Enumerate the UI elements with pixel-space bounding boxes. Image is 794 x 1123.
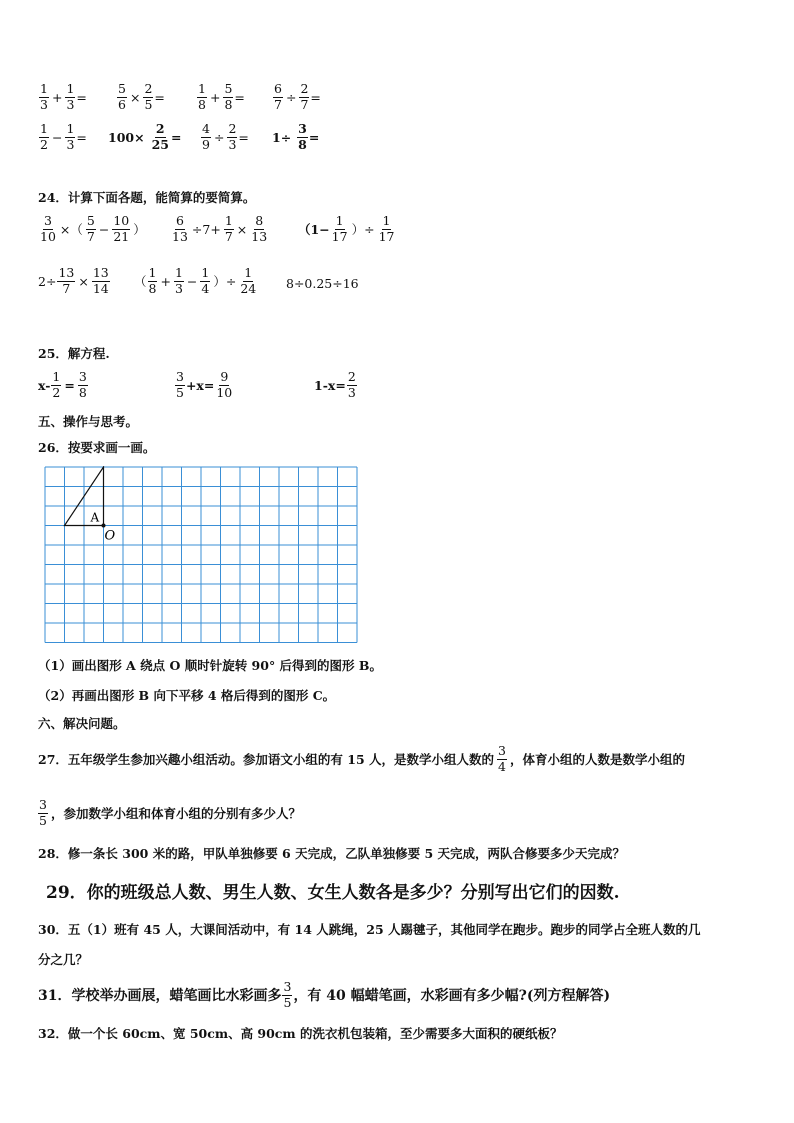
fraction: [250, 214, 268, 244]
equals: =: [76, 89, 87, 105]
fraction: [273, 82, 283, 112]
operator: ）: [133, 222, 146, 237]
denominator: 8: [198, 96, 206, 112]
prefix: 2÷: [38, 273, 57, 289]
label-o: O: [104, 528, 116, 544]
numerator: 3: [283, 979, 292, 994]
denominator: 2: [40, 136, 48, 152]
numerator: 3: [43, 213, 52, 228]
denominator: 17: [331, 228, 348, 244]
prefix: x-: [38, 377, 51, 393]
denominator: 24: [240, 280, 257, 296]
operator: +: [51, 89, 63, 105]
denominator: 5: [176, 384, 184, 400]
fraction: [224, 214, 234, 244]
q25-title: 25．解方程.: [38, 346, 110, 361]
fraction: [57, 266, 75, 296]
operator: −: [186, 273, 198, 289]
numerator: 1: [66, 121, 75, 136]
fraction: [197, 82, 207, 112]
prefix: （1−: [298, 222, 330, 237]
expr-2-3: [200, 122, 249, 152]
denominator: 8: [148, 280, 157, 296]
numerator: 5: [118, 81, 126, 96]
fraction: [78, 370, 88, 400]
operator: +: [209, 89, 221, 105]
denominator: 4: [498, 758, 506, 774]
denominator: 14: [92, 280, 109, 296]
q25-eq-2: [174, 370, 234, 400]
q24-expr-5: [134, 266, 258, 296]
numerator: 4: [202, 121, 210, 136]
numerator: 2: [144, 81, 153, 96]
fraction: [174, 266, 184, 296]
q31-text-2: ，有 40 幅蜡笔画，水彩画有多少幅?(列方程解答): [293, 988, 611, 1004]
equals: =: [154, 89, 165, 105]
equals: =: [76, 129, 87, 145]
equals: =: [64, 377, 75, 393]
expr-2-1: [38, 122, 87, 152]
equals: =: [308, 129, 320, 145]
q27-text-2: ，体育小组的人数是数学小组的: [509, 752, 685, 767]
grid-lines: [45, 467, 357, 643]
numerator: 1: [335, 213, 344, 228]
q30-line-2: 分之几？: [38, 952, 89, 967]
prefix: （: [134, 274, 147, 289]
fraction: [331, 214, 349, 244]
numerator: 2: [347, 369, 356, 384]
denominator: 3: [66, 136, 75, 152]
prefix: 100×: [108, 129, 145, 145]
operator: ）÷: [351, 222, 375, 237]
denominator: 9: [202, 136, 210, 152]
q24-expr-3: [298, 214, 396, 244]
operator: ×: [236, 221, 248, 237]
fraction: [151, 122, 170, 152]
denominator: 5: [39, 812, 47, 828]
q27-line-2: [38, 798, 301, 828]
prefix: 1÷: [272, 129, 292, 145]
operator: ÷: [285, 89, 297, 105]
numerator: 6: [175, 213, 184, 228]
denominator: 7: [300, 96, 309, 112]
numerator: 1: [244, 265, 253, 280]
denominator: 7: [224, 228, 233, 244]
fraction: [39, 214, 57, 244]
q26-sub-1: （1）画出图形 A 绕点 O 顺时针旋转 90° 后得到的图形 B。: [38, 658, 382, 673]
denominator: 8: [78, 384, 87, 400]
denominator: 3: [228, 136, 237, 152]
fraction: [148, 266, 158, 296]
expr-2-2: [108, 122, 181, 152]
denominator: 7: [86, 228, 95, 244]
operator: ）÷: [213, 274, 237, 289]
numerator: 1: [382, 213, 391, 228]
denominator: 7: [62, 280, 71, 296]
q26-sub-2: （2）再画出图形 B 向下平移 4 格后得到的图形 C。: [38, 688, 336, 703]
denominator: 3: [66, 96, 75, 112]
denominator: 3: [40, 96, 48, 112]
q26-title: 26．按要求画一画。: [38, 440, 156, 455]
point-o: [102, 524, 106, 528]
denominator: 3: [174, 280, 183, 296]
fraction: [175, 370, 185, 400]
denominator: 4: [201, 280, 210, 296]
equals: =: [310, 89, 321, 105]
expr-1-3: [196, 82, 245, 112]
fraction: [282, 980, 292, 1010]
expr-1-4: [272, 82, 321, 112]
label-a: A: [90, 510, 100, 525]
numerator: 5: [224, 81, 233, 96]
q32: 32．做一个长 60cm、宽 50cm、高 90cm 的洗衣机包装箱，至少需要多大面积的硬纸板？: [38, 1026, 563, 1041]
denominator: 5: [283, 994, 292, 1010]
equals: =: [170, 129, 182, 145]
numerator: 1: [174, 265, 183, 280]
numerator: 1: [201, 265, 210, 280]
prefix: 1-x=: [314, 377, 346, 393]
numerator: 2: [155, 121, 165, 136]
numerator: 13: [92, 265, 109, 280]
q25-eq-1: [38, 370, 89, 400]
numerator: 3: [498, 743, 506, 758]
numerator: 2: [300, 81, 309, 96]
q24-title: 24．计算下面各题，能简算的要简算。: [38, 190, 256, 205]
section-5-title: 五、操作与思考。: [38, 414, 139, 429]
expr-1-2: [116, 82, 165, 112]
denominator: 8: [224, 96, 233, 112]
fraction: [86, 214, 96, 244]
operator: ×（: [59, 222, 83, 237]
q27-line-1: [38, 744, 685, 774]
fraction: [65, 82, 75, 112]
denominator: 5: [144, 96, 153, 112]
numerator: 3: [176, 369, 184, 384]
middle: +x=: [185, 377, 215, 393]
equals: =: [238, 129, 249, 145]
denominator: 25: [151, 136, 169, 152]
denominator: 2: [52, 384, 61, 400]
fraction: [215, 370, 233, 400]
fraction: [378, 214, 396, 244]
fraction: [223, 82, 233, 112]
numerator: 1: [40, 81, 48, 96]
denominator: 10: [40, 228, 56, 244]
denominator: 3: [347, 384, 356, 400]
numerator: 6: [274, 81, 282, 96]
denominator: 8: [298, 136, 307, 152]
q25-eq-3: [314, 370, 358, 400]
numerator: 13: [58, 265, 75, 280]
numerator: 5: [86, 213, 95, 228]
denominator: 13: [172, 228, 188, 244]
fraction: [143, 82, 153, 112]
operator: ÷: [213, 129, 225, 145]
fraction: [299, 82, 309, 112]
denominator: 13: [251, 228, 268, 244]
q27-text-3: ，参加数学小组和体育小组的分别有多少人？: [50, 806, 301, 821]
fraction: [92, 266, 110, 296]
numerator: 3: [298, 121, 307, 136]
fraction: [227, 122, 237, 152]
numerator: 10: [113, 213, 130, 228]
denominator: 17: [378, 228, 395, 244]
q24-expr-2: [170, 214, 269, 244]
fraction: [171, 214, 189, 244]
q28: 28．修一条长 300 米的路，甲队单独修要 6 天完成，乙队单独修要 5 天完成，两队合修要多少天完成？: [38, 846, 625, 861]
numerator: 1: [66, 81, 75, 96]
expr-2-4: [272, 122, 319, 152]
oral-calc-row-1: [38, 82, 87, 112]
denominator: 7: [274, 96, 282, 112]
grid-svg: [44, 466, 360, 644]
fraction: [200, 266, 210, 296]
numerator: 3: [78, 369, 87, 384]
expr-1-1: [38, 82, 87, 112]
section-6-title: 六、解决问题。: [38, 716, 126, 731]
fraction: [112, 214, 130, 244]
operator: ÷7+: [191, 221, 221, 237]
operator: −: [51, 129, 63, 145]
equals: =: [234, 89, 245, 105]
numerator: 1: [198, 81, 206, 96]
fraction: [38, 798, 48, 828]
q24-expr-4: [38, 266, 111, 296]
fraction: [39, 82, 49, 112]
fraction: [297, 122, 308, 152]
q24-expr-6: 8÷0.25÷16: [286, 276, 359, 291]
numerator: 3: [39, 797, 47, 812]
q27-text-1: 27．五年级学生参加兴趣小组活动。参加语文小组的有 15 人，是数学小组人数的: [38, 752, 494, 767]
q31-text-1: 31．学校举办画展，蜡笔画比水彩画多: [38, 988, 282, 1004]
fraction: [239, 266, 257, 296]
fraction: [39, 122, 49, 152]
denominator: 21: [113, 228, 130, 244]
q26-grid-figure: [44, 466, 360, 647]
q29: 29．你的班级总人数、男生人数、女生人数各是多少？分别写出它们的因数.: [46, 883, 620, 903]
numerator: 8: [255, 213, 264, 228]
fraction: [65, 122, 75, 152]
operator: ×: [78, 273, 89, 289]
fraction: [201, 122, 211, 152]
fraction: [117, 82, 127, 112]
q24-expr-1: [38, 214, 148, 244]
denominator: 10: [216, 384, 233, 400]
fraction: [497, 744, 507, 774]
operator: ×: [129, 89, 141, 105]
q30-line-1: 30．五（1）班有 45 人，大课间活动中，有 14 人跳绳，25 人踢毽子，其他同学在跑步。跑步的同学占全班人数的几: [38, 922, 701, 937]
operator: +: [160, 273, 171, 289]
numerator: 1: [148, 265, 157, 280]
denominator: 6: [118, 96, 126, 112]
numerator: 9: [220, 369, 229, 384]
operator: −: [98, 221, 110, 237]
numerator: 2: [228, 121, 237, 136]
numerator: 1: [224, 213, 233, 228]
fraction: [347, 370, 357, 400]
fraction: [51, 370, 61, 400]
q31: [38, 980, 610, 1010]
numerator: 1: [40, 121, 48, 136]
numerator: 1: [52, 369, 61, 384]
